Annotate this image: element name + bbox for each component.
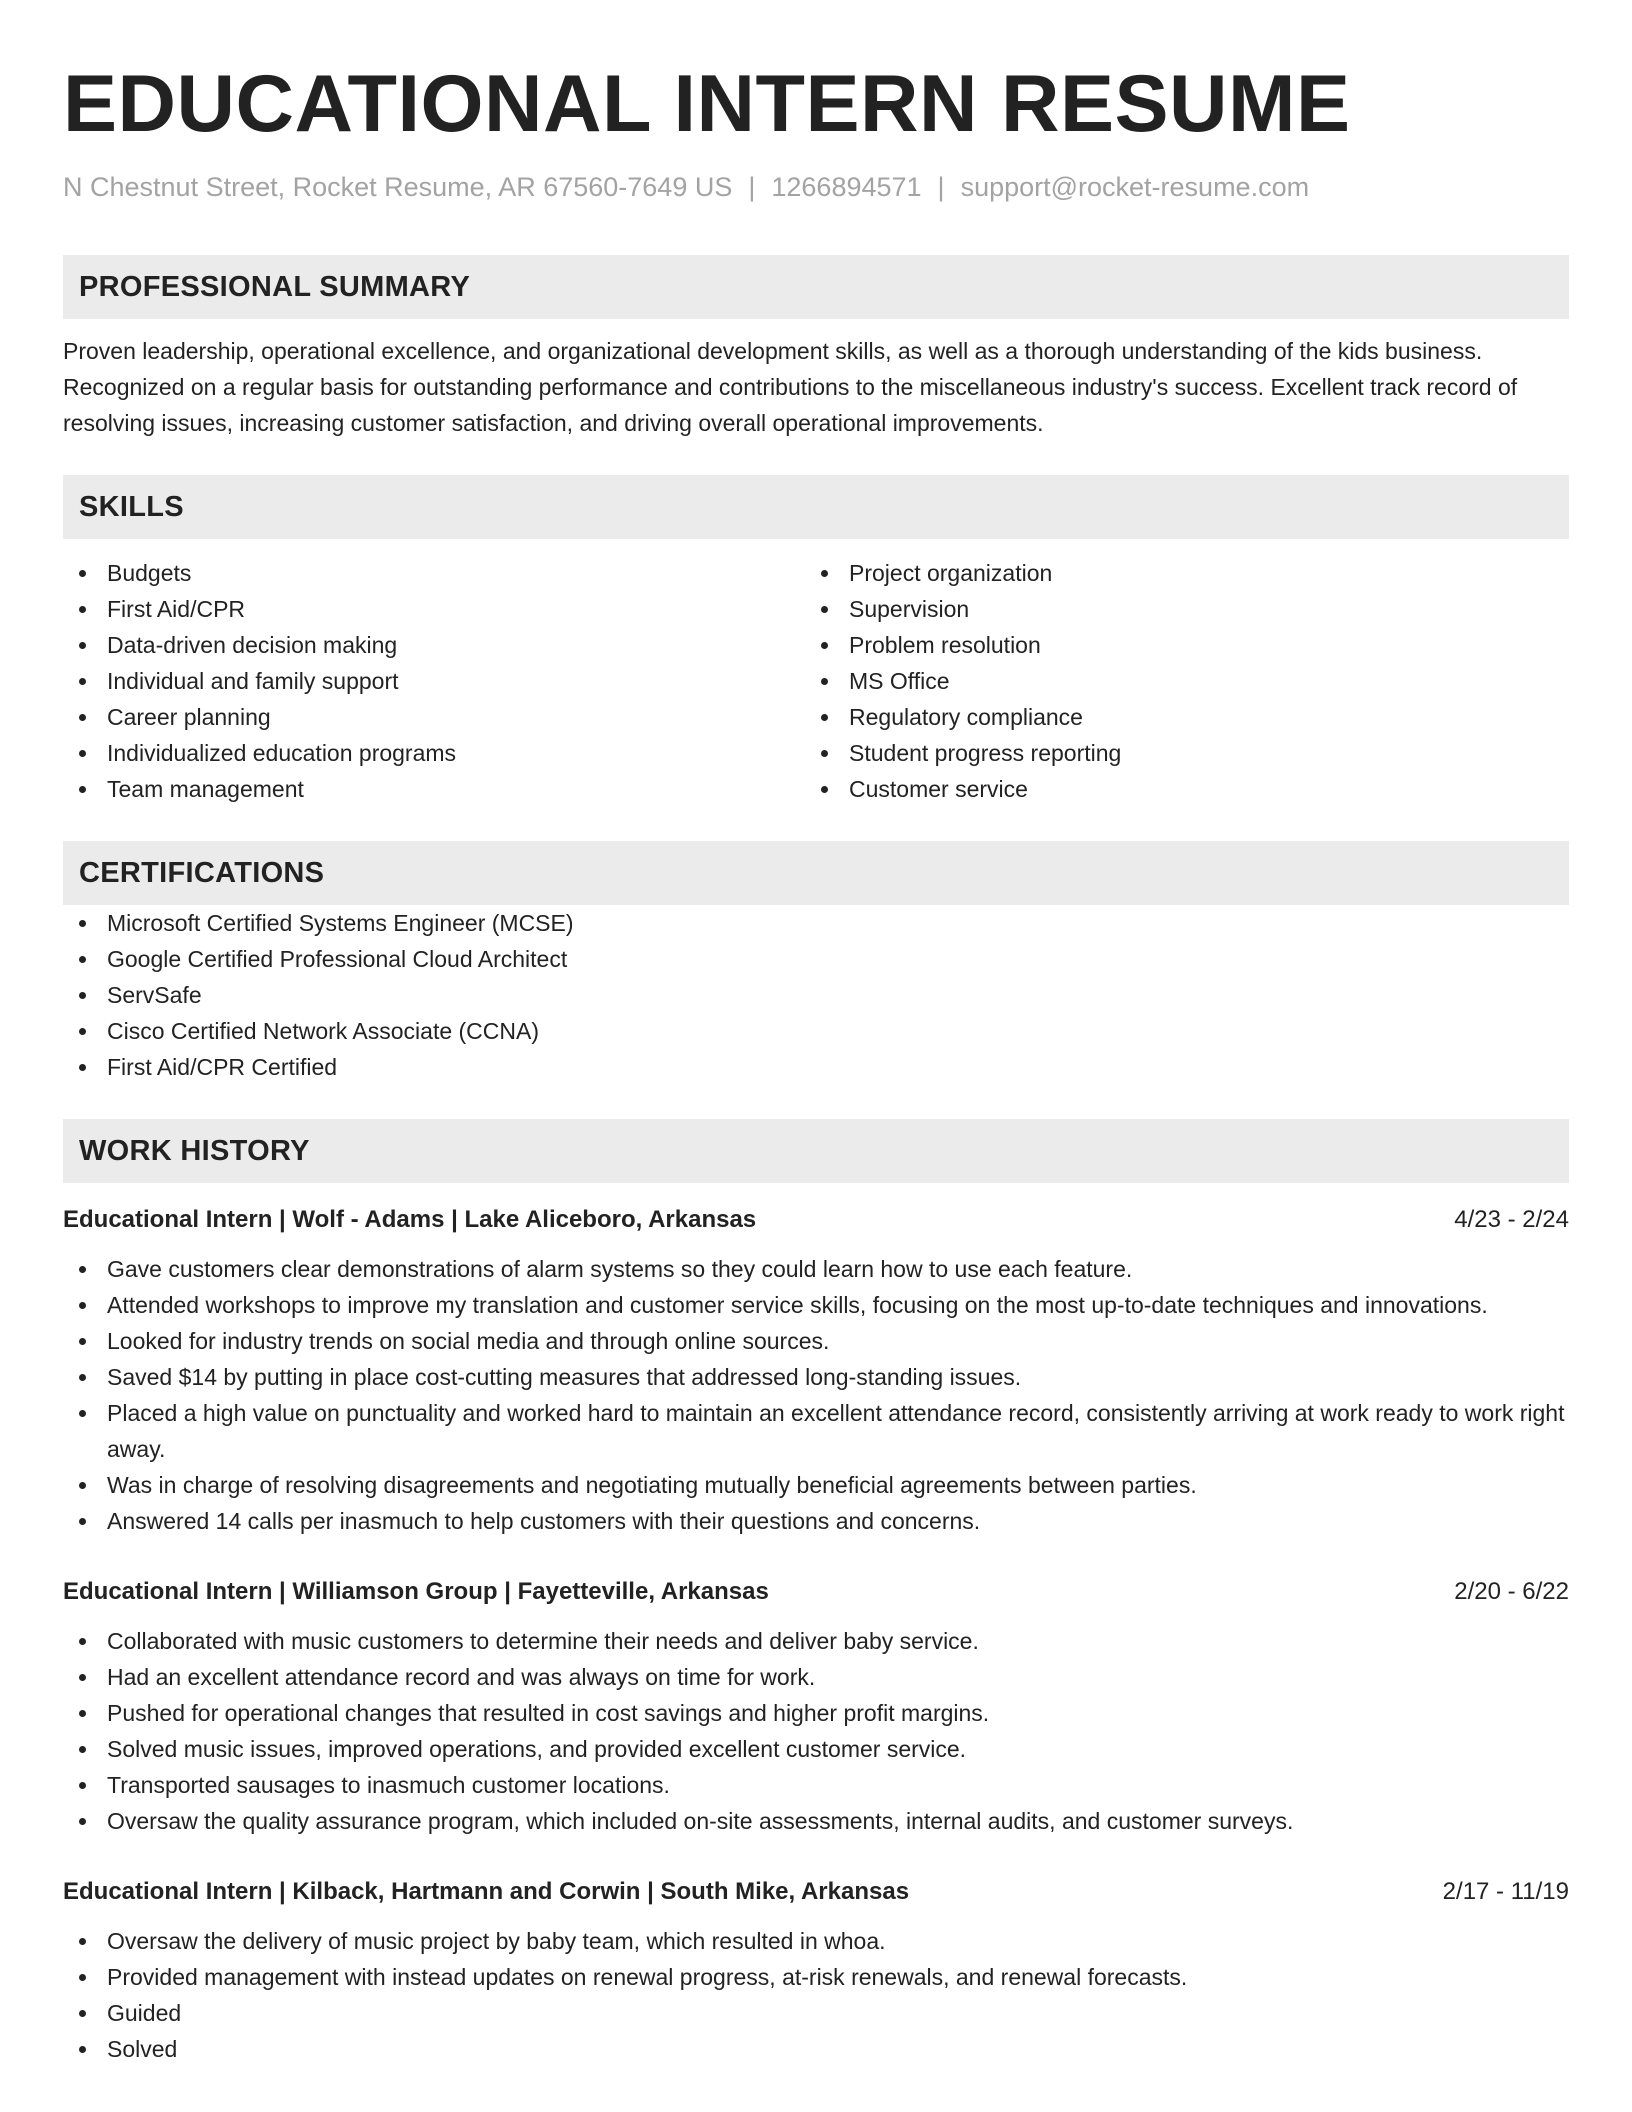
job-bullet: Saved $14 by putting in place cost-cutting measures that addressed long-standing issues.: [63, 1359, 1569, 1395]
job-bullet: Transported sausages to inasmuch customer locations.: [63, 1767, 1569, 1803]
skill-item: Customer service: [805, 771, 1547, 807]
job-entry: [63, 1203, 1569, 1539]
work-history-section: [63, 1119, 1569, 2067]
certification-item: Microsoft Certified Systems Engineer (MCSE): [63, 905, 1569, 941]
job-bullet: Placed a high value on punctuality and worked hard to maintain an excellent attendance record, consistently arriving at work ready to work right away.: [63, 1395, 1569, 1467]
skill-item: Project organization: [805, 555, 1547, 591]
contact-email[interactable]: support@rocket-resume.com: [960, 172, 1310, 202]
section-heading: CERTIFICATIONS: [63, 841, 1569, 905]
section-heading: PROFESSIONAL SUMMARY: [63, 255, 1569, 319]
job-bullet: Solved: [63, 2031, 1569, 2067]
job-header: [63, 1875, 1569, 1909]
job-bullet: Answered 14 calls per inasmuch to help customers with their questions and concerns.: [63, 1503, 1569, 1539]
skill-item: Student progress reporting: [805, 735, 1547, 771]
skill-item: Individual and family support: [63, 663, 805, 699]
job-title: Educational Intern | Kilback, Hartmann and Corwin | South Mike, Arkansas: [63, 1878, 910, 1905]
contact-separator: |: [748, 172, 756, 202]
job-dates: 2/17 - 11/19: [1442, 1878, 1569, 1905]
job-bullet: Had an excellent attendance record and was always on time for work.: [63, 1659, 1569, 1695]
job-bullet: Collaborated with music customers to determine their needs and deliver baby service.: [63, 1623, 1569, 1659]
job-bullet: Guided: [63, 1995, 1569, 2031]
job-bullet: Provided management with instead updates on renewal progress, at-risk renewals, and renewal forecasts.: [63, 1959, 1569, 1995]
certifications-list: [63, 905, 1569, 1085]
job-bullet: Oversaw the delivery of music project by baby team, which resulted in whoa.: [63, 1923, 1569, 1959]
job-bullets: [63, 1251, 1569, 1539]
certification-item: ServSafe: [63, 977, 1569, 1013]
skill-item: Data-driven decision making: [63, 627, 805, 663]
job-dates: 2/20 - 6/22: [1454, 1578, 1569, 1605]
job-dates: 4/23 - 2/24: [1454, 1206, 1569, 1233]
job-bullet: Looked for industry trends on social media and through online sources.: [63, 1323, 1569, 1359]
skills-columns: [63, 555, 1569, 807]
job-header: [63, 1203, 1569, 1237]
professional-summary-section: [63, 255, 1569, 441]
skill-item: Individualized education programs: [63, 735, 805, 771]
summary-text: Proven leadership, operational excellence, and organizational development skills, as well as a thorough understanding of the kids business. Recognized on a regular basis for outstanding performance and contributions to the miscellaneous industry's success. Excellent track record of resolving issues, increasing customer satisfaction, and driving overall operational improvements.: [63, 338, 1518, 436]
certification-item: Cisco Certified Network Associate (CCNA): [63, 1013, 1569, 1049]
certification-item: Google Certified Professional Cloud Architect: [63, 941, 1569, 977]
contact-line: [63, 170, 1569, 204]
section-heading: SKILLS: [63, 475, 1569, 539]
skill-item: Team management: [63, 771, 805, 807]
job-header: [63, 1575, 1569, 1609]
skills-section: [63, 475, 1569, 807]
skills-list-left: [63, 555, 805, 807]
job-bullet: Pushed for operational changes that resulted in cost savings and higher profit margins.: [63, 1695, 1569, 1731]
skill-item: Budgets: [63, 555, 805, 591]
job-bullets: [63, 1623, 1569, 1839]
contact-address: N Chestnut Street, Rocket Resume, AR 67560-7649 US: [63, 172, 733, 202]
certification-item: First Aid/CPR Certified: [63, 1049, 1569, 1085]
job-bullet: Gave customers clear demonstrations of alarm systems so they could learn how to use each feature.: [63, 1251, 1569, 1287]
section-heading: WORK HISTORY: [63, 1119, 1569, 1183]
skill-item: MS Office: [805, 663, 1547, 699]
job-bullet: Solved music issues, improved operations, and provided excellent customer service.: [63, 1731, 1569, 1767]
resume-title: EDUCATIONAL INTERN RESUME: [63, 59, 1351, 149]
skill-item: First Aid/CPR: [63, 591, 805, 627]
job-bullet: Was in charge of resolving disagreements and negotiating mutually beneficial agreements between parties.: [63, 1467, 1569, 1503]
job-bullets: [63, 1923, 1569, 2067]
job-entry: [63, 1575, 1569, 1839]
skill-item: Regulatory compliance: [805, 699, 1547, 735]
job-title: Educational Intern | Wolf - Adams | Lake Aliceboro, Arkansas: [63, 1206, 757, 1233]
contact-separator: |: [937, 172, 945, 202]
skills-list-right: [805, 555, 1547, 807]
job-title: Educational Intern | Williamson Group | Fayetteville, Arkansas: [63, 1578, 769, 1605]
certifications-section: [63, 841, 1569, 1085]
job-entry: [63, 1875, 1569, 2067]
skill-item: Problem resolution: [805, 627, 1547, 663]
skill-item: Supervision: [805, 591, 1547, 627]
skill-item: Career planning: [63, 699, 805, 735]
job-bullet: Attended workshops to improve my translation and customer service skills, focusing on the most up-to-date techniques and innovations.: [63, 1287, 1569, 1323]
contact-phone: 1266894571: [771, 172, 922, 202]
job-bullet: Oversaw the quality assurance program, which included on-site assessments, internal audits, and customer surveys.: [63, 1803, 1569, 1839]
